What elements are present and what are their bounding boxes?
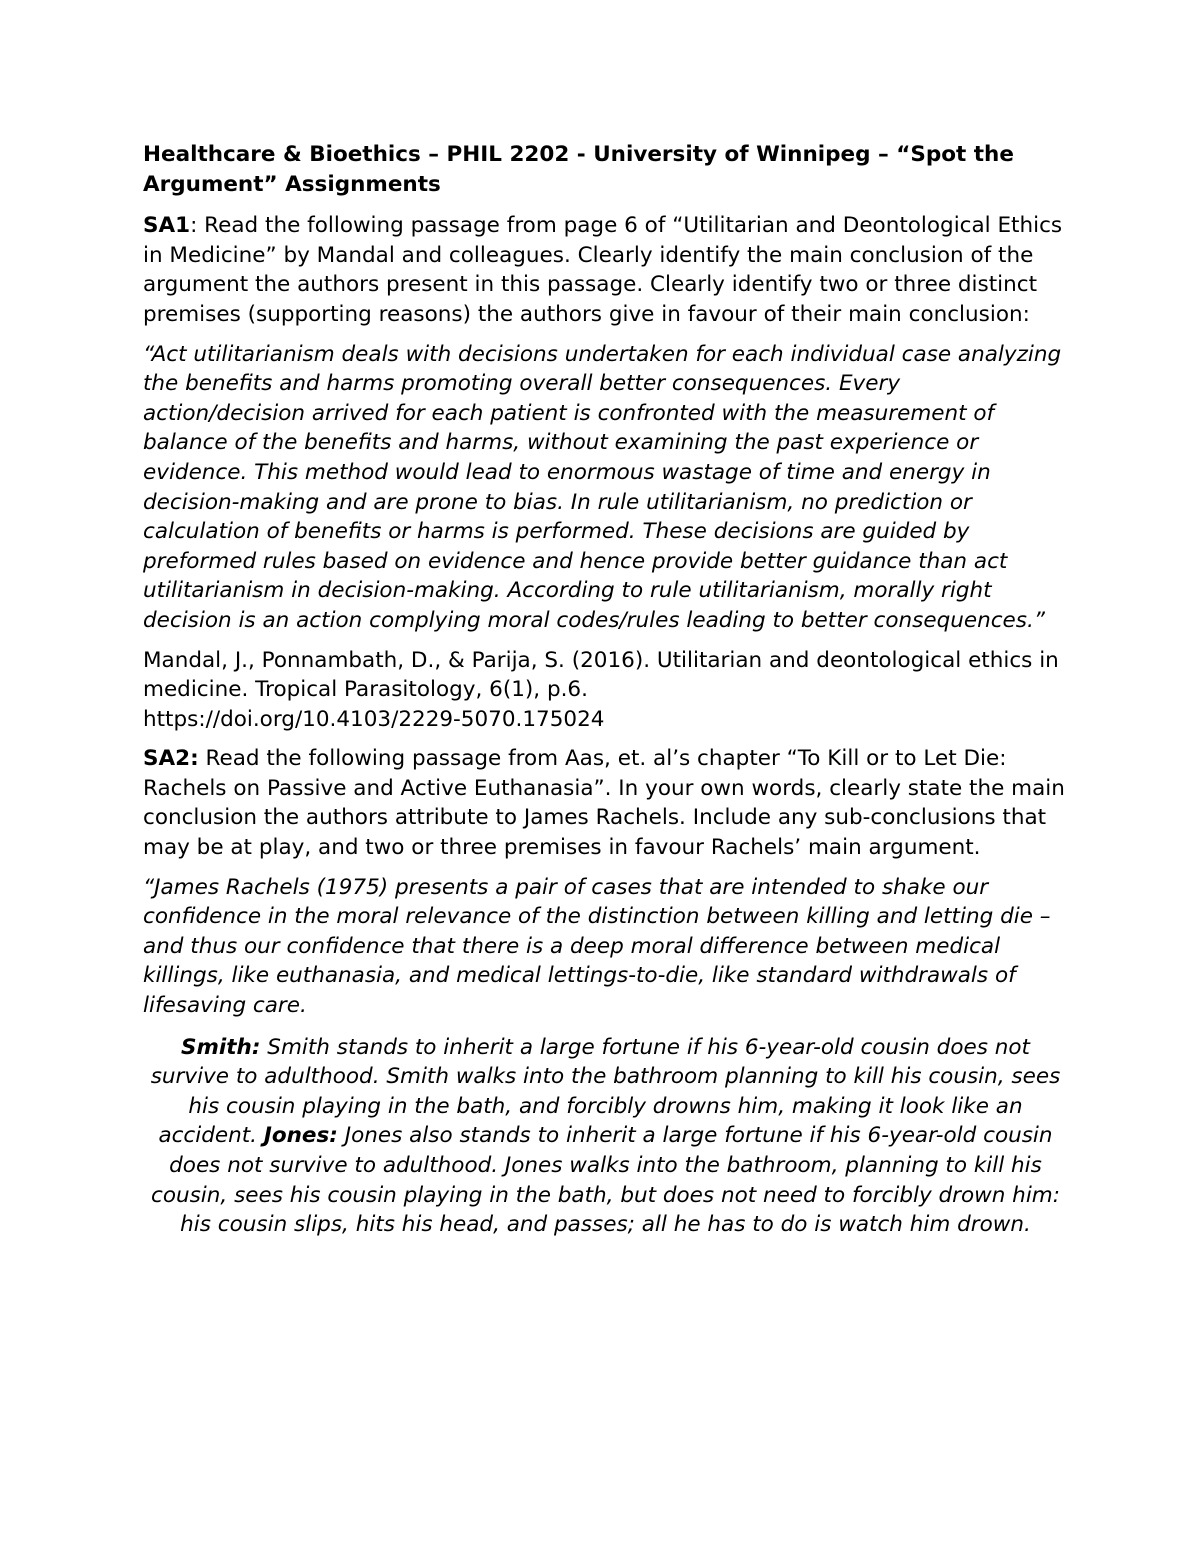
sa2-cases <box>143 1033 1068 1240</box>
sa1-doi-link[interactable]: https://doi.org/10.4103/2229-5070.175024 <box>143 706 605 732</box>
sa1-label: SA1 <box>143 213 191 239</box>
sa2-label: SA2: <box>143 746 199 772</box>
smith-label: Smith: <box>181 1034 261 1060</box>
sa1-instructions <box>143 211 1068 329</box>
sa1-citation: Mandal, J., Ponnambath, D., & Parija, S. (2016). Utilitarian and deontological ethics in medicine. Tropical Parasitology, 6(1), p.6. <box>143 647 1059 703</box>
sa1-citation-block <box>143 646 1068 735</box>
sa1-quote: “Act utilitarianism deals with decisions undertaken for each individual case analyzing the benefits and harms promoting overall better consequences. Every action/decision arrived for each patient is confronted with the measurement of balance of the benefits and harms, without examining the past experience or evidence. This method would lead to enormous wastage of time and energy in decision‑making and are prone to bias. In rule utilitarianism, no prediction or calculation of benefits or harms is performed. These decisions are guided by preformed rules based on evidence and hence provide better guidance than act utilitarianism in decision‑making. According to rule utilitarianism, morally right decision is an action complying moral codes/rules leading to better consequences.” <box>143 341 1062 633</box>
smith-text: Smith stands to inherit a large fortune if his 6-year-old cousin does not survive to adulthood. Smith walks into the bathroom planning to kill his cousin, sees his cousin playing in the bath, and forcibly drowns him, making it look like an accident. <box>150 1034 1061 1149</box>
jones-text: Jones also stands to inherit a large fortune if his 6-year-old cousin does not survive to adulthood. Jones walks into the bathroom, planning to kill his cousin, sees his cousin playing in the bath, but does not need to forcibly drown him: his cousin slips, hits his head, and passes; all he has to do is watch him drown. <box>151 1123 1060 1238</box>
sa2-quote: “James Rachels (1975) presents a pair of cases that are intended to shake our confidence in the moral relevance of the distinction between killing and letting die – and thus our confidence that there is a deep moral difference between medical killings, like euthanasia, and medical lettings-to-die, like standard withdrawals of lifesaving care. <box>143 874 1051 1019</box>
sa1-instructions-text: : Read the following passage from page 6 of “Utilitarian and Deontological Ethics in Medicine” by Mandal and colleagues. Clearly identify the main conclusion of the argument the authors present in this passage. Clearly identify two or three distinct premises (supporting reasons) the authors give in favour of their main conclusion: <box>143 213 1063 327</box>
document-page <box>143 140 1068 1250</box>
jones-label: Jones: <box>263 1123 338 1149</box>
document-title: Healthcare & Bioethics – PHIL 2202 - University of Winnipeg – “Spot the Argument” Assignments <box>143 142 1014 197</box>
sa2-instructions-text: Read the following passage from Aas, et. al’s chapter “To Kill or to Let Die: Rachels on Passive and Active Euthanasia”. In your own words, clearly state the main conclusion the authors attribute to James Rachels. Include any sub-conclusions that may be at play, and two or three premises in favour Rachels’ main argument. <box>143 746 1065 861</box>
sa2-instructions <box>143 744 1068 862</box>
